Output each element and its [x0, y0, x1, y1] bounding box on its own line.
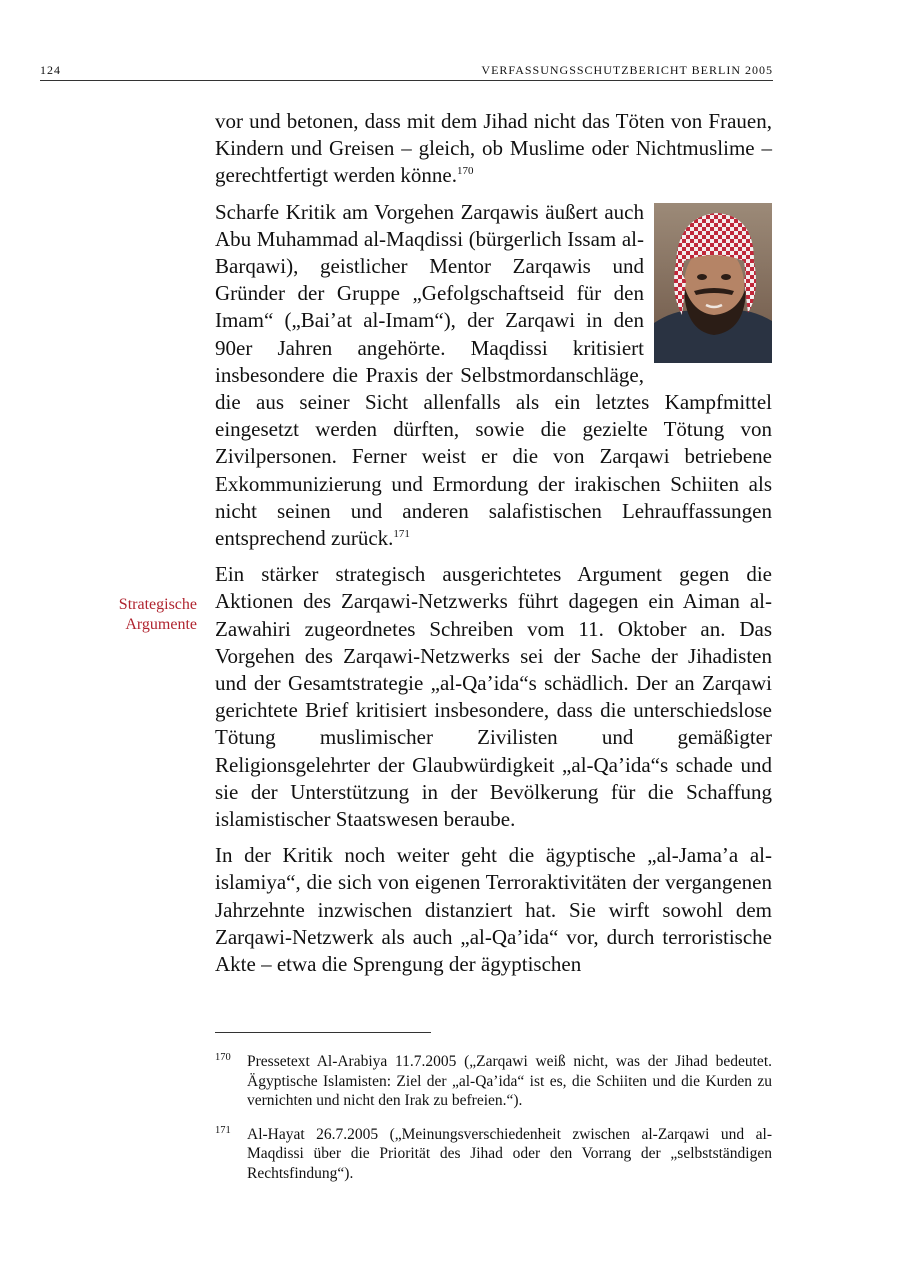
paragraph	[215, 842, 772, 978]
margin-note-line: Strategische	[118, 596, 197, 613]
footnote-number: 171	[215, 1124, 231, 1136]
footnote-reference[interactable]: 170	[456, 165, 474, 178]
footnote	[215, 1052, 772, 1111]
body-text	[215, 108, 772, 987]
running-title: VERFASSUNGSSCHUTZBERICHT BERLIN 2005	[481, 63, 773, 77]
footnote-text: Al-Hayat 26.7.2005 („Meinungsverschiedenheit zwischen al-Zarqawi und al-Maqdissi über die Priorität des Jihad oder den Vorrang der „selbstständigen Rechtsfindung“).	[247, 1125, 772, 1182]
footnote-text: Pressetext Al-Arabiya 11.7.2005 („Zarqawi weiß nicht, was der Jihad bedeutet. Ägyptische Islamisten: Ziel der „al-Qa’ida“ ist es, die Schiiten und die Kurden zu vernichten und nicht den Irak zu befreien.“).	[247, 1053, 772, 1109]
page-number: 124	[40, 63, 61, 77]
paragraph-text: Scharfe Kritik am Vorgehen Zarqawis äußert auch Abu Muhammad al-Maqdissi (bürgerlich Issam al-Barqawi), geistlicher Mentor Zarqawis und Gründer der Gruppe „Gefolgschaftseid für den Imam“ („Bai’at al-Imam“), der Zarqawi in den 90er Jahren angehörte. Maqdissi kritisiert insbesondere die Praxis der Selbstmordanschläge, die aus seiner Sicht allenfalls als ein letztes Kampfmittel eingesetzt werden dürften, sowie die gezielte Tötung von Zivilpersonen. Ferner weist er die von Zarqawi betriebene Exkommunizierung und Ermordung der irakischen Schiiten als nicht seinen und anderen salafistischen Lehrauffassungen entsprechend zurück.	[215, 199, 772, 551]
portrait-illustration	[654, 203, 772, 363]
footnote-separator	[215, 1032, 431, 1033]
footnote-reference[interactable]: 171	[393, 528, 410, 541]
footnote	[215, 1125, 772, 1184]
footnotes	[215, 1052, 772, 1197]
paragraph	[215, 561, 772, 833]
paragraph	[215, 108, 772, 190]
margin-note	[95, 595, 197, 635]
footnote-number: 170	[215, 1052, 231, 1063]
margin-note-line: Argumente	[125, 616, 197, 633]
paragraph-text: Ein stärker strategisch ausgerichtetes Argument gegen die Aktionen des Zarqawi-Netzwerks führt dagegen ein Aiman al-Zawahiri zugeordnetes Schreiben vom 11. Oktober an. Das Vorgehen des Zarqawi-Netzwerks sei der Sache der Jihadisten und der Gesamtstrategie „al-Qa’ida“s schädlich. Der an Zarqawi gerichtete Brief kritisiert insbesondere, dass die unterschiedslose Tötung muslimischer Zivilisten und gemäßigter Religionsgelehrter der Glaubwürdigkeit „al-Qa’ida“s schade und sie der Unterstützung in der Bevölkerung für die Schaffung islamistischer Staatswesen beraube.	[215, 562, 772, 832]
paragraph-text: vor und betonen, dass mit dem Jihad nicht das Töten von Frauen, Kindern und Greisen – gleich, ob Muslime oder Nichtmuslime – gerechtfertigt werden könne.	[215, 109, 772, 188]
running-header	[40, 62, 773, 81]
portrait-photo	[654, 203, 772, 363]
paragraph-text: In der Kritik noch weiter geht die ägyptische „al-Jama’a al-islamiya“, die sich von eigenen Terroraktivitäten der vergangenen Jahrzehnte inzwischen distanziert hat. Sie wirft sowohl dem Zarqawi-Netzwerk als auch „al-Qa’ida“ vor, durch terroristische Akte – etwa die Sprengung der ägyptischen	[215, 843, 772, 977]
